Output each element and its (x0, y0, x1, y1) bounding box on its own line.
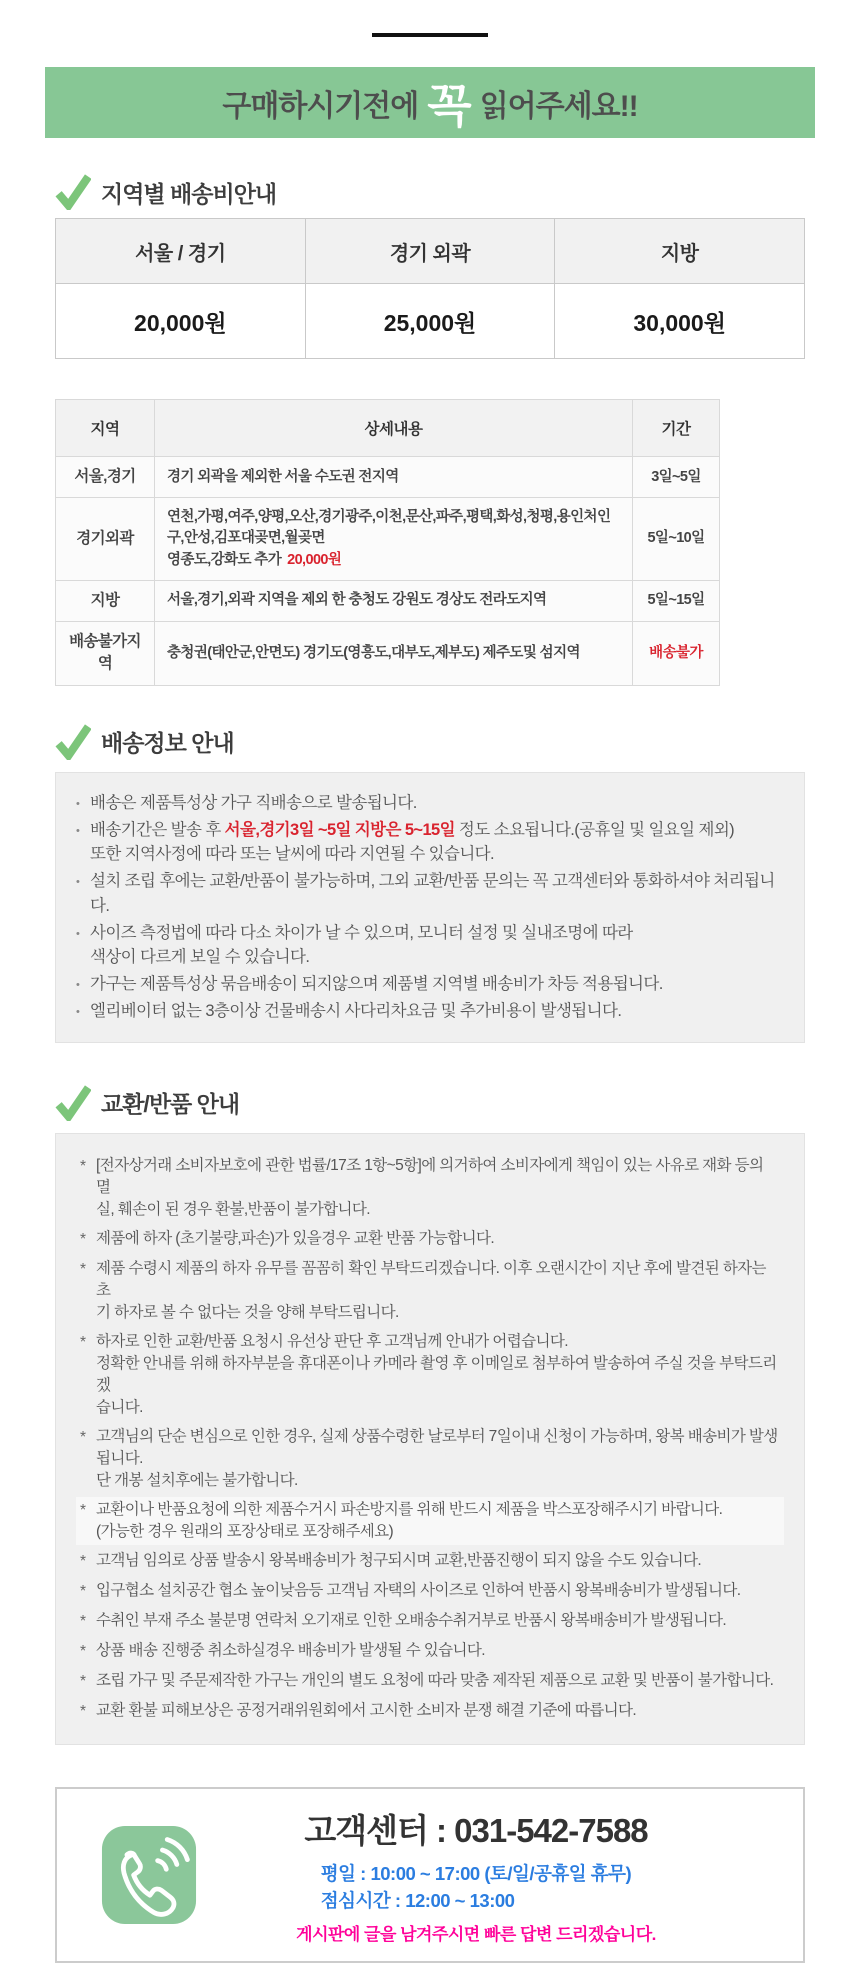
column-header: 경기 외곽 (305, 219, 555, 284)
price-cell: 25,000원 (305, 284, 555, 359)
weekday-hours: 평일 : 10:00 ~ 17:00 (토/일/공휴일 휴무) (320, 1862, 632, 1884)
asterisk-marker: * (80, 1582, 86, 1600)
extra-fee-red: 20,000원 (287, 551, 342, 568)
check-icon (55, 174, 91, 210)
banner-text-before: 구매하시기전에 (222, 89, 419, 123)
asterisk-marker: * (80, 1642, 86, 1660)
table-row (56, 580, 720, 621)
detail-cell (155, 498, 633, 580)
asterisk-marker: * (80, 1612, 86, 1630)
delivery-info-box (55, 772, 805, 1043)
column-header: 지방 (555, 219, 805, 284)
list-item: * 제품에 하자 (초기불량,파손)가 있을경우 교환 반품 가능합니다. (76, 1226, 784, 1253)
list-item: * 고객님 임의로 상품 발송시 왕복배송비가 청구되시며 교환,반품진행이 되지 않을 수도 있습니다. (76, 1548, 784, 1575)
bullet-marker: • (76, 876, 80, 889)
detail-line: 영종도,강화도 추가 20,000원 (167, 551, 342, 568)
list-item: * 조립 가구 및 주문제작한 가구는 개인의 별도 요청에 따라 맞춤 제작된 제품으로 교환 및 반품이 불가합니다. (76, 1668, 784, 1695)
price-cell: 30,000원 (555, 284, 805, 359)
section-delivery-info-heading (55, 724, 805, 760)
list-item: * 제품 수령시 제품의 하자 유무를 꼼꼼히 확인 부탁드리겠습니다. 이후 오랜시간이 지난 후에 발견된 하자는 초 기 하자로 볼 수 없다는 것을 양해 부탁드립니다. (76, 1256, 784, 1326)
list-item: • 엘리베이터 없는 3층이상 건물배송시 사다리차요금 및 추가비용이 발생됩니다. (76, 999, 784, 1024)
region-cell: 지방 (56, 580, 155, 621)
section-shipping-fee-heading (55, 174, 805, 210)
bullet-marker: • (76, 797, 80, 810)
bullet-marker: • (76, 927, 80, 940)
period-cell: 5일~10일 (633, 498, 720, 580)
period-cell: 5일~15일 (633, 580, 720, 621)
price-cell: 20,000원 (56, 284, 306, 359)
asterisk-marker: * (80, 1230, 86, 1248)
table-row (56, 284, 805, 359)
region-cell: 서울,경기 (56, 457, 155, 498)
bullet-marker: • (76, 1005, 80, 1018)
section-title: 교환/반품 안내 (101, 1091, 240, 1118)
table-row (56, 621, 720, 685)
section-title: 배송정보 안내 (101, 730, 234, 757)
delivery-period-red: 서울,경기3일 ~5일 지방은 5~15일 (224, 820, 455, 839)
period-cell: 3일~5일 (633, 457, 720, 498)
detail-line: 연천,가평,여주,양평,오산,경기광주,이천,문산,파주,평택,화성,청평,용인처인구,안성,김포대곶면,월곶면 (167, 509, 611, 547)
list-item: * 수취인 부재 주소 불분명 연락처 오기재로 인한 오배송수취거부로 반품시 왕복배송비가 발생됩니다. (76, 1608, 784, 1635)
bullet-marker: • (76, 824, 80, 837)
column-header: 상세내용 (155, 400, 633, 457)
bullet-marker: • (76, 979, 80, 992)
asterisk-marker: * (80, 1552, 86, 1570)
banner-highlight: 꼭 (427, 79, 471, 132)
region-cell: 배송불가지역 (56, 621, 155, 685)
section-exchange-heading (55, 1085, 805, 1121)
top-divider (372, 33, 488, 37)
shipping-fee-table (55, 218, 805, 359)
asterisk-marker: * (80, 1428, 86, 1446)
asterisk-marker: * (80, 1260, 86, 1278)
asterisk-marker: * (80, 1333, 86, 1351)
list-item: * 교환 환불 피해보상은 공정거래위원회에서 고시한 소비자 분쟁 해결 기준에 따릅니다. (76, 1698, 784, 1725)
asterisk-marker: * (80, 1672, 86, 1690)
table-row (56, 498, 720, 580)
list-item: * 입구협소 설치공간 협소 높이낮음등 고객님 자택의 사이즈로 인하여 반품시 왕복배송비가 발생됩니다. (76, 1578, 784, 1605)
table-row (56, 457, 720, 498)
exchange-info-box (55, 1133, 805, 1745)
table-header-row (56, 400, 720, 457)
customer-center-phone: 고객센터 : 031-542-7588 (304, 1811, 648, 1849)
banner-text-after: 읽어주세요!! (479, 89, 638, 123)
customer-center-hours (321, 1860, 631, 1916)
column-header: 서울 / 경기 (56, 219, 306, 284)
table-header-row (56, 219, 805, 284)
detail-cell: 서울,경기,외곽 지역을 제외 한 충청도 강원도 경상도 전라도지역 (155, 580, 633, 621)
detail-cell: 경기 외곽을 제외한 서울 수도권 전지역 (155, 457, 633, 498)
list-item: • 배송은 제품특성상 가구 직배송으로 발송됩니다. (76, 791, 784, 816)
list-item: * 교환이나 반품요청에 의한 제품수거시 파손방지를 위해 반드시 제품을 박스포장해주시기 바랍니다. (가능한 경우 원래의 포장상태로 포장해주세요) (76, 1497, 784, 1545)
period-cell (633, 621, 720, 685)
asterisk-marker: * (80, 1157, 86, 1175)
customer-center-box (55, 1787, 805, 1963)
list-item: • 사이즈 측정법에 따라 다소 차이가 날 수 있으며, 모니터 설정 및 실내조명에 따라 색상이 다르게 보일 수 있습니다. (76, 921, 784, 971)
board-notice: 게시판에 글을 남겨주시면 빠른 답변 드리겠습니다. (296, 1925, 656, 1945)
list-item: * 상품 배송 진행중 취소하실경우 배송비가 발생될 수 있습니다. (76, 1638, 784, 1665)
region-cell: 경기외곽 (56, 498, 155, 580)
list-item: • 가구는 제품특성상 묶음배송이 되지않으며 제품별 지역별 배송비가 차등 적용됩니다. (76, 972, 784, 997)
region-detail-table (55, 399, 720, 686)
list-item: • 설치 조립 후에는 교환/반품이 불가능하며, 그외 교환/반품 문의는 꼭 고객센터와 통화하셔야 처리됩니다. (76, 869, 784, 919)
asterisk-marker: * (80, 1501, 86, 1519)
list-item: * 하자로 인한 교환/반품 요청시 유선상 판단 후 고객님께 안내가 어렵습니다. 정확한 안내를 위해 하자부분을 휴대폰이나 카메라 촬영 후 이메일로 첨부하여 발송하여 주실 것을 부탁드리겠 습니다. (76, 1329, 784, 1421)
check-icon (55, 724, 91, 760)
section-title: 지역별 배송비안내 (101, 180, 277, 207)
column-header: 지역 (56, 400, 155, 457)
lunch-hours: 점심시간 : 12:00 ~ 13:00 (320, 1890, 515, 1912)
check-icon (55, 1085, 91, 1121)
phone-icon (101, 1824, 197, 1926)
list-item: • 배송기간은 발송 후 서울,경기3일 ~5일 지방은 5~15일 정도 소요됩니다.(공휴일 및 일요일 제외) 또한 지역사정에 따라 또는 날씨에 따라 지연될 수 있습니다. (76, 818, 784, 868)
asterisk-marker: * (80, 1702, 86, 1720)
list-item: * 고객님의 단순 변심으로 인한 경우, 실제 상품수령한 날로부터 7일이내 신청이 가능하며, 왕복 배송비가 발생됩니다. 단 개봉 설치후에는 불가합니다. (76, 1424, 784, 1494)
list-item: * [전자상거래 소비자보호에 관한 법률/17조 1항~5항]에 의거하여 소비자에게 책임이 있는 사유로 재화 등의 멸 실, 훼손이 된 경우 환불,반품이 불가합니다. (76, 1153, 784, 1223)
column-header: 기간 (633, 400, 720, 457)
detail-cell: 충청권(태안군,안면도) 경기도(영흥도,대부도,제부도) 제주도및 섬지역 (155, 621, 633, 685)
notice-banner (45, 67, 815, 138)
no-delivery-badge: 배송불가 (649, 644, 703, 661)
